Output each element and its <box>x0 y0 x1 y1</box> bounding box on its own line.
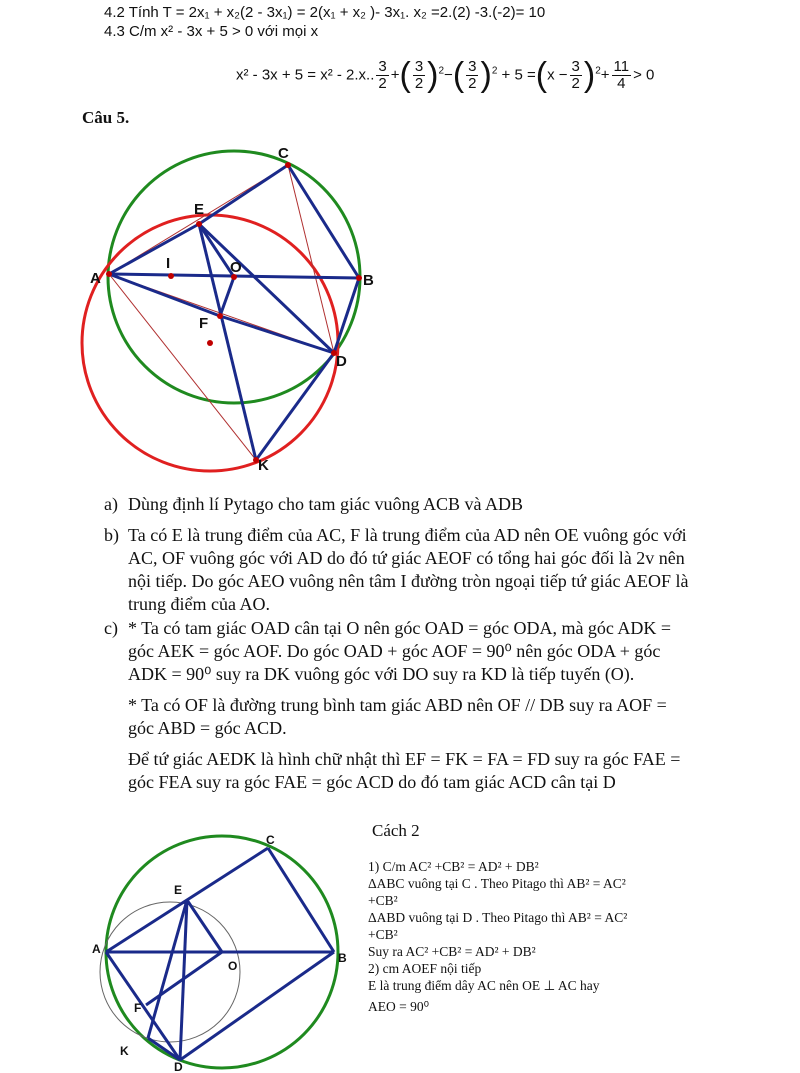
label-B: B <box>363 272 374 289</box>
label-C-2: C <box>266 833 275 847</box>
line-DB-2 <box>180 952 334 1060</box>
geometry-figure-2 <box>88 832 358 1073</box>
label-O-2: O <box>228 959 238 973</box>
point-C <box>285 162 291 168</box>
answer-b-line-2: AC, OF vuông góc với AD do đó tứ giác AEOF có tổng hai góc đối là 2v nên <box>128 548 685 568</box>
method-2-text <box>368 858 627 1015</box>
line-EO-2 <box>187 900 222 952</box>
answer-c-line-2: góc AEK = góc AOF. Do góc OAD + góc AOF = 90⁰ nên góc ODA + góc <box>128 641 661 661</box>
method-2-line: +CB² <box>368 893 398 908</box>
label-D: D <box>336 353 347 370</box>
label-E: E <box>194 201 205 218</box>
line-ED <box>199 224 334 353</box>
point-A <box>106 271 112 277</box>
marker-c: c) <box>104 618 118 638</box>
point-I <box>168 273 174 279</box>
method-2-line: +CB² <box>368 927 398 942</box>
marker-a: a) <box>104 494 118 514</box>
method-2-title: Cách 2 <box>372 821 420 840</box>
answer-c-line-5: góc ABD = góc ACD. <box>128 718 287 738</box>
point-F <box>217 313 223 319</box>
label-F: F <box>199 315 209 332</box>
method-2-line: E là trung điểm dây AC nên OE ⊥ AC hay <box>368 978 600 993</box>
label-A-2: A <box>92 942 101 956</box>
answer-c-line-1: * Ta có tam giác OAD cân tại O nên góc OAD = góc ODA, mà góc ADK = <box>128 618 672 638</box>
label-E-2: E <box>174 883 183 897</box>
answer-c-line-6: Để tứ giác AEDK là hình chữ nhật thì EF = FK = FA = FD suy ra góc FAE = <box>128 749 681 769</box>
marker-b: b) <box>104 525 119 545</box>
label-D-2: D <box>174 1060 183 1073</box>
answer-c-line-3: ADK = 90⁰ suy ra DK vuông góc với DO suy ra KD là tiếp tuyến (O). <box>128 664 635 684</box>
line-4-2: 4.2 Tính T = 2x₁ + x₂(2 - 3x₁) = 2(x₁ + x₂ )- 3x₁. x₂ =2.(2) -3.(-2)= 10 <box>104 4 546 21</box>
label-O: O <box>230 259 242 276</box>
answer-b-line-4: trung điểm của AO. <box>128 594 270 614</box>
answer-b-line-1: Ta có E là trung điểm của AC, F là trung điểm của AD nên OE vuông góc với <box>128 525 687 545</box>
fraction-3-2: $\frac{3}{2}$ <box>378 58 387 92</box>
answer-c <box>104 617 744 792</box>
method-2-line: 2) cm AOEF nội tiếp <box>368 961 482 976</box>
answer-b <box>104 524 744 620</box>
point-E <box>196 221 202 227</box>
label-K: K <box>258 457 269 474</box>
answer-c-line-7: góc FEA suy ra góc FAE = góc ACD do đó tam giác ACD cân tại D <box>128 772 616 792</box>
line-OF <box>220 277 234 316</box>
line-EC <box>199 165 288 224</box>
label-B-2: B <box>338 951 347 965</box>
answer-a <box>104 493 744 517</box>
line-FD <box>220 316 334 353</box>
question-heading: Câu 5. <box>82 108 130 127</box>
answer-c-line-4: * Ta có OF là đường trung bình tam giác ABD nên OF // DB suy ra AOF = <box>128 695 667 715</box>
method-2-line: Suy ra AC² +CB² = AD² + DB² <box>368 944 536 959</box>
method-2-line: ΔABC vuông tại C . Theo Pitago thì AB² = AC² <box>368 876 626 891</box>
answer-b-line-3: nội tiếp. Do góc AEO vuông nên tâm I đường tròn ngoại tiếp tứ giác AEOF là <box>128 571 689 591</box>
method-2-line: ΔABD vuông tại D . Theo Pitago thì AB² = AC² <box>368 910 628 925</box>
formula-lhs: x² - 3x + 5 = x² - 2.x.. <box>236 66 375 84</box>
center-point <box>207 340 213 346</box>
method-2-line: 1) C/m AC² +CB² = AD² + DB² <box>368 859 539 874</box>
line-4-3: 4.3 C/m x² - 3x + 5 > 0 với mọi x <box>104 23 319 40</box>
answer-a-text: Dùng định lí Pytago cho tam giác vuông ACB và ADB <box>128 494 523 514</box>
label-C: C <box>278 145 289 162</box>
geometry-figure-1 <box>80 140 380 480</box>
label-K-2: K <box>120 1044 129 1058</box>
label-A: A <box>90 270 101 287</box>
completing-square-formula: x² - 3x + 5 = x² - 2.x.. $\frac{3}{2}$ +( $\frac{3}{2}$ )$^2$−( $\frac{3}{2}$ )$^2$ + 5 =(x − $\frac{3}{2}$ )$^2$+ $\frac{11}{4}$ > 0 <box>236 56 655 94</box>
label-I: I <box>166 255 171 272</box>
method-2-line: AEO = 90⁰ <box>368 999 430 1014</box>
point-B <box>356 275 362 281</box>
label-F-2: F <box>134 1001 142 1015</box>
